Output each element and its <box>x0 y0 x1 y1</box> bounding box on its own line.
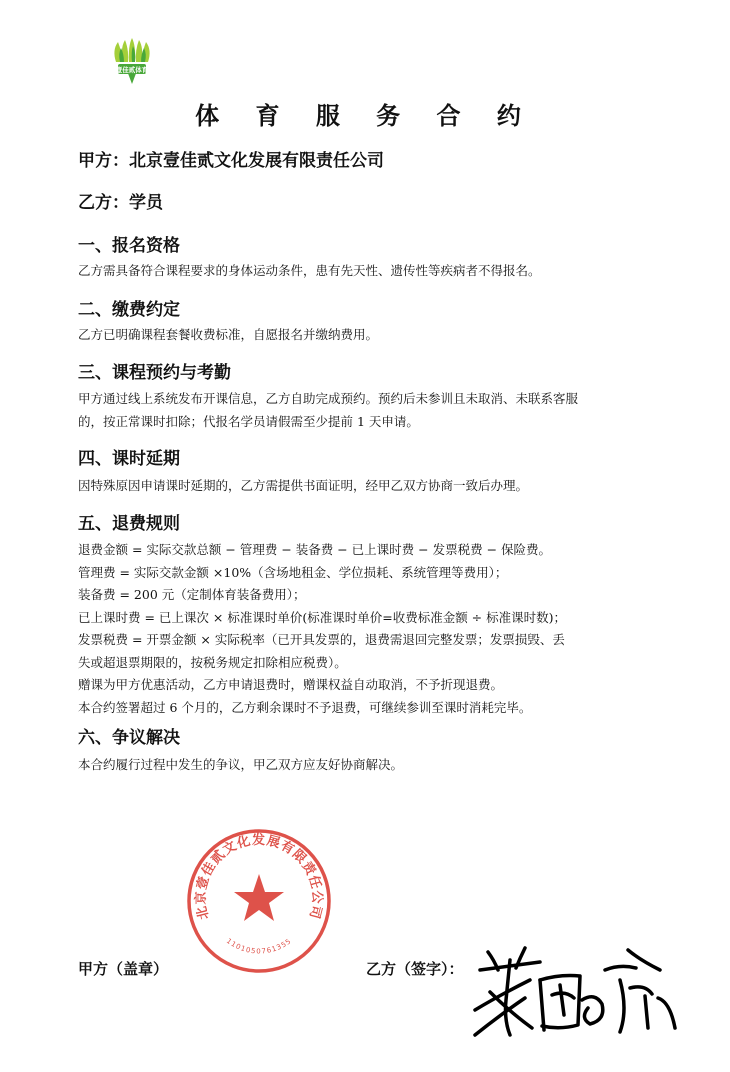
section-5-line: 已上课时费 = 已上课次 × 标准课时单价(标准课时单价=收费标准金额 ÷ 标准课时数)； <box>78 609 566 625</box>
handwritten-signature-icon <box>470 940 685 1040</box>
section-5-body <box>78 539 652 719</box>
section-6-heading: 六、争议解决 <box>78 728 180 748</box>
document-title: 体 育 服 务 合 约 <box>195 102 535 130</box>
party-b: 乙方：学员 <box>78 193 163 213</box>
section-3-line: 甲方通过线上系统发布开课信息，乙方自助完成预约。预约后未参训且未取消、未联系客服 <box>78 391 579 406</box>
section-1-line: 乙方需具备符合课程要求的身体运动条件，患有先天性、遗传性等疾病者不得报名。 <box>78 263 541 278</box>
section-2-body <box>78 324 652 347</box>
section-5-line: 管理费 = 实际交款金额 ×10%（含场地租金、学位损耗、系统管理等费用）； <box>78 564 508 580</box>
section-4-line: 因特殊原因申请课时延期的，乙方需提供书面证明，经甲乙双方协商一致后办理。 <box>78 478 529 493</box>
section-5-line: 赠课为甲方优惠活动，乙方申请退费时，赠课权益自动取消，不予折现退费。 <box>78 677 504 692</box>
seal-text: 北京壹佳贰文化发展有限责任公司 <box>193 833 325 921</box>
section-5-heading: 五、退费规则 <box>78 514 180 534</box>
seal-number: 1101050761355 <box>224 936 294 956</box>
section-5-line: 发票税费 = 开票金额 × 实际税率（已开具发票的，退费需退回完整发票；发票损毁、丢 <box>78 632 565 647</box>
section-3-line: 的，按正常课时扣除；代报名学员请假需至少提前 1 天申请。 <box>78 413 419 429</box>
section-5-line: 退费金额 = 实际交款总额 − 管理费 − 装备费 − 已上课时费 − 发票税费 − 保险费。 <box>78 542 552 557</box>
section-3-body <box>78 388 652 433</box>
section-5-line: 失或超退票期限的，按税务规定扣除相应税费）。 <box>78 654 347 670</box>
party-a: 甲方：北京壹佳贰文化发展有限责任公司 <box>78 151 384 171</box>
section-6-body <box>78 754 652 777</box>
logo-text: 壹佳贰体育 <box>115 66 149 74</box>
party-a-seal-label: 甲方（盖章） <box>78 960 169 978</box>
section-5-line: 装备费 = 200 元（定制体育装备费用）； <box>78 587 306 602</box>
section-4-body <box>78 475 652 498</box>
section-2-heading: 二、缴费约定 <box>78 300 180 320</box>
section-6-line: 本合约履行过程中发生的争议，甲乙双方应友好协商解决。 <box>78 757 404 772</box>
section-5-line: 本合约签署超过 6 个月的，乙方剩余课时不予退费，可继续参训至课时消耗完毕。 <box>78 699 532 715</box>
svg-text:1101050761355 <box>225 937 293 956</box>
company-seal-icon <box>184 826 334 976</box>
section-2-line: 乙方已明确课程套餐收费标准，自愿报名并缴纳费用。 <box>78 327 379 342</box>
section-4-heading: 四、课时延期 <box>78 449 180 469</box>
section-1-heading: 一、报名资格 <box>78 236 180 256</box>
section-1-body <box>78 260 652 283</box>
party-b-signature-label: 乙方（签字）： <box>366 960 464 978</box>
company-logo-icon <box>108 38 156 86</box>
section-3-heading: 三、课程预约与考勤 <box>78 363 231 383</box>
